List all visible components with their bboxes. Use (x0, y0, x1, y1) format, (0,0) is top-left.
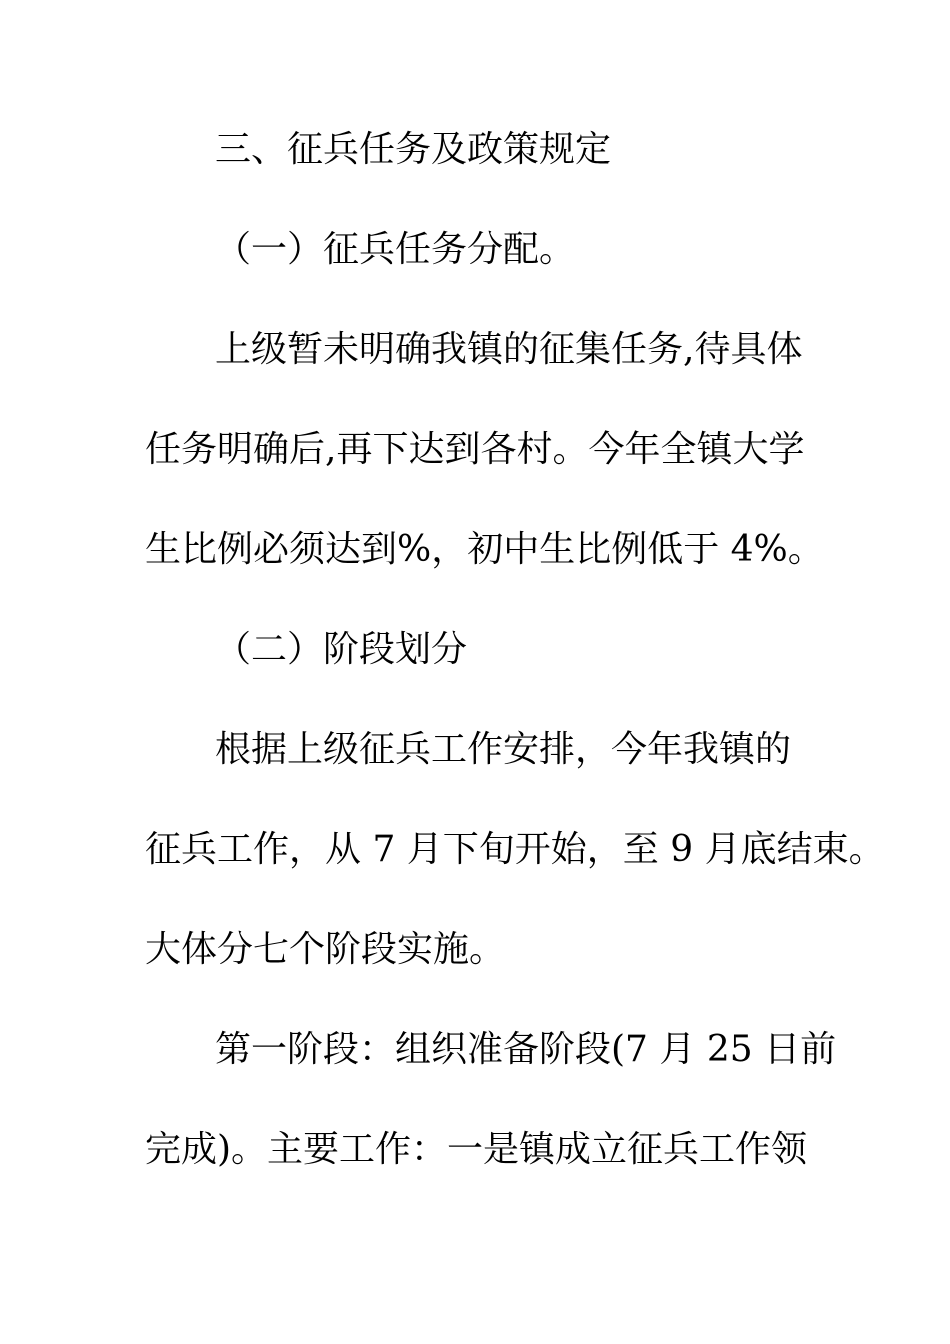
paragraph-line: 征兵工作，从 7 月下旬开始，至 9 月底结束。 (145, 829, 885, 870)
paragraph-line: 根据上级征兵工作安排，今年我镇的 (215, 729, 792, 770)
paragraph-line: 大体分七个阶段实施。 (145, 929, 506, 970)
paragraph-line: 生比例必须达到%，初中生比例低于 4%。 (145, 529, 824, 570)
paragraph-line: 第一阶段：组织准备阶段(7 月 25 日前 (215, 1029, 837, 1070)
paragraph-line: 任务明确后,再下达到各村。今年全镇大学 (145, 429, 805, 470)
section-heading: 三、征兵任务及政策规定 (215, 129, 612, 170)
sub-heading-task-allocation: （一）征兵任务分配。 (215, 229, 576, 270)
paragraph-line: 完成)。主要工作：一是镇成立征兵工作领 (145, 1129, 808, 1170)
sub-heading-stage-division: （二）阶段划分 (215, 629, 468, 670)
paragraph-line: 上级暂未明确我镇的征集任务,待具体 (215, 329, 803, 370)
